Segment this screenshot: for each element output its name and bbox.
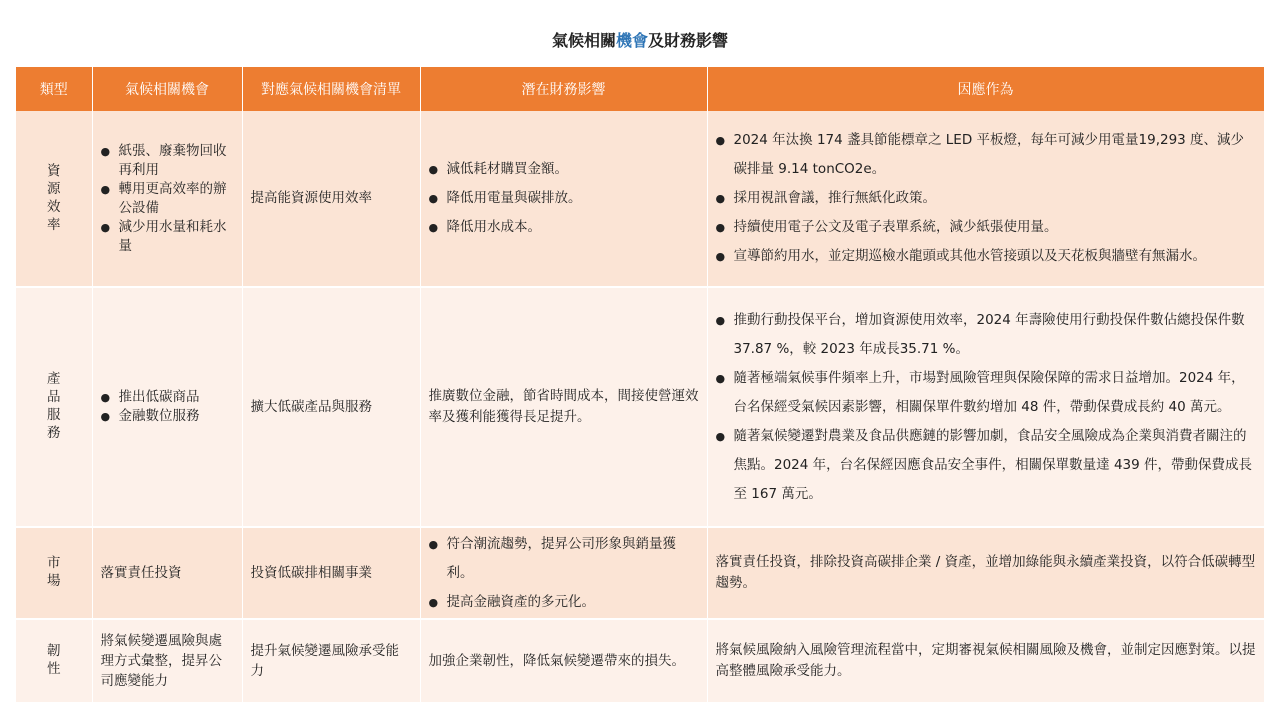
impact-cell (420, 111, 707, 287)
type-label: 韌性 (47, 643, 61, 677)
impact-cell: 加強企業韌性，降低氣候變遷帶來的損失。 (420, 619, 707, 703)
title-accent: 機會 (615, 31, 648, 50)
list-cell: 投資低碳排相關事業 (242, 527, 420, 619)
list-item: ● 符合潮流趨勢，提昇公司形象與銷量獲利。 (429, 530, 699, 588)
action-cell: 將氣候風險納入風險管理流程當中，定期審視氣候相關風險及機會，並制定因應對策。以提高整體風險承受能力。 (707, 619, 1264, 703)
list-item: ● 轉用更高效率的辦公設備 (101, 180, 234, 218)
action-cell: 落實責任投資，排除投資高碳排企業 / 資產，並增加綠能與永續產業投資，以符合低碳轉型趨勢。 (707, 527, 1264, 619)
header-impact: 潛在財務影響 (420, 67, 707, 111)
list-item: ● 2024 年汰換 174 盞具節能標章之 LED 平板燈，每年可減少用電量19,293 度、減少碳排量 9.14 tonCO2e。 (716, 126, 1256, 184)
list-item: ● 減低耗材購買金額。 (429, 155, 699, 184)
title-part2: 及財務影響 (648, 31, 729, 50)
list-item: ● 推出低碳商品 (101, 388, 234, 407)
list-item: ● 採用視訊會議，推行無紙化政策。 (716, 184, 1256, 213)
list-cell: 提升氣候變遷風險承受能力 (242, 619, 420, 703)
list-item: ● 推動行動投保平台，增加資源使用效率，2024 年壽險使用行動投保件數佔總投保件數 37.87 %，較 2023 年成長35.71 %。 (716, 306, 1256, 364)
table-row (16, 619, 1264, 703)
type-label: 資源效率 (47, 162, 61, 233)
list-item: ● 隨著極端氣候事件頻率上升，市場對風險管理與保險保障的需求日益增加。2024 年，台名保經受氣候因素影響，相關保單件數約增加 48 件，帶動保費成長約 40 萬元。 (716, 364, 1256, 422)
list-item: ● 降低用水成本。 (429, 213, 699, 242)
header-type: 類型 (16, 67, 92, 111)
opportunity-cell (92, 287, 242, 527)
table-header-row (16, 67, 1264, 111)
header-action: 因應作為 (707, 67, 1264, 111)
type-cell (16, 527, 92, 619)
type-cell (16, 111, 92, 287)
opportunities-table (16, 67, 1265, 704)
list-cell: 擴大低碳產品與服務 (242, 287, 420, 527)
action-cell (707, 287, 1264, 527)
impact-cell (420, 527, 707, 619)
list-item: ● 隨著氣候變遷對農業及食品供應鏈的影響加劇，食品安全風險成為企業與消費者關注的焦點。2024 年，台名保經因應食品安全事件，相關保單數量達 439 件，帶動保費成長至 167 萬元。 (716, 422, 1256, 509)
list-item: ● 宣導節約用水，並定期巡檢水龍頭或其他水管接頭以及天花板與牆壁有無漏水。 (716, 242, 1256, 271)
opportunity-cell: 落實責任投資 (92, 527, 242, 619)
list-item: ● 持續使用電子公文及電子表單系統，減少紙張使用量。 (716, 213, 1256, 242)
opportunity-cell (92, 111, 242, 287)
type-cell (16, 619, 92, 703)
table-row (16, 287, 1264, 527)
type-label: 市場 (47, 555, 61, 589)
header-opportunity: 氣候相關機會 (92, 67, 242, 111)
list-item: ● 金融數位服務 (101, 407, 234, 426)
list-item: ● 提高金融資產的多元化。 (429, 588, 699, 617)
list-item: ● 紙張、廢棄物回收再利用 (101, 142, 234, 180)
table-row (16, 111, 1264, 287)
action-cell (707, 111, 1264, 287)
type-cell (16, 287, 92, 527)
type-label: 產品服務 (47, 371, 61, 441)
page-title (0, 28, 1280, 51)
opportunity-cell: 將氣候變遷風險與處理方式彙整，提昇公司應變能力 (92, 619, 242, 703)
list-item: ● 降低用電量與碳排放。 (429, 184, 699, 213)
header-list: 對應氣候相關機會清單 (242, 67, 420, 111)
title-part1: 氣候相關 (551, 31, 616, 50)
impact-cell: 推廣數位金融，節省時間成本，間接使營運效率及獲利能獲得長足提升。 (420, 287, 707, 527)
list-item: ● 減少用水量和耗水量 (101, 218, 234, 256)
list-cell: 提高能資源使用效率 (242, 111, 420, 287)
table-row (16, 527, 1264, 619)
